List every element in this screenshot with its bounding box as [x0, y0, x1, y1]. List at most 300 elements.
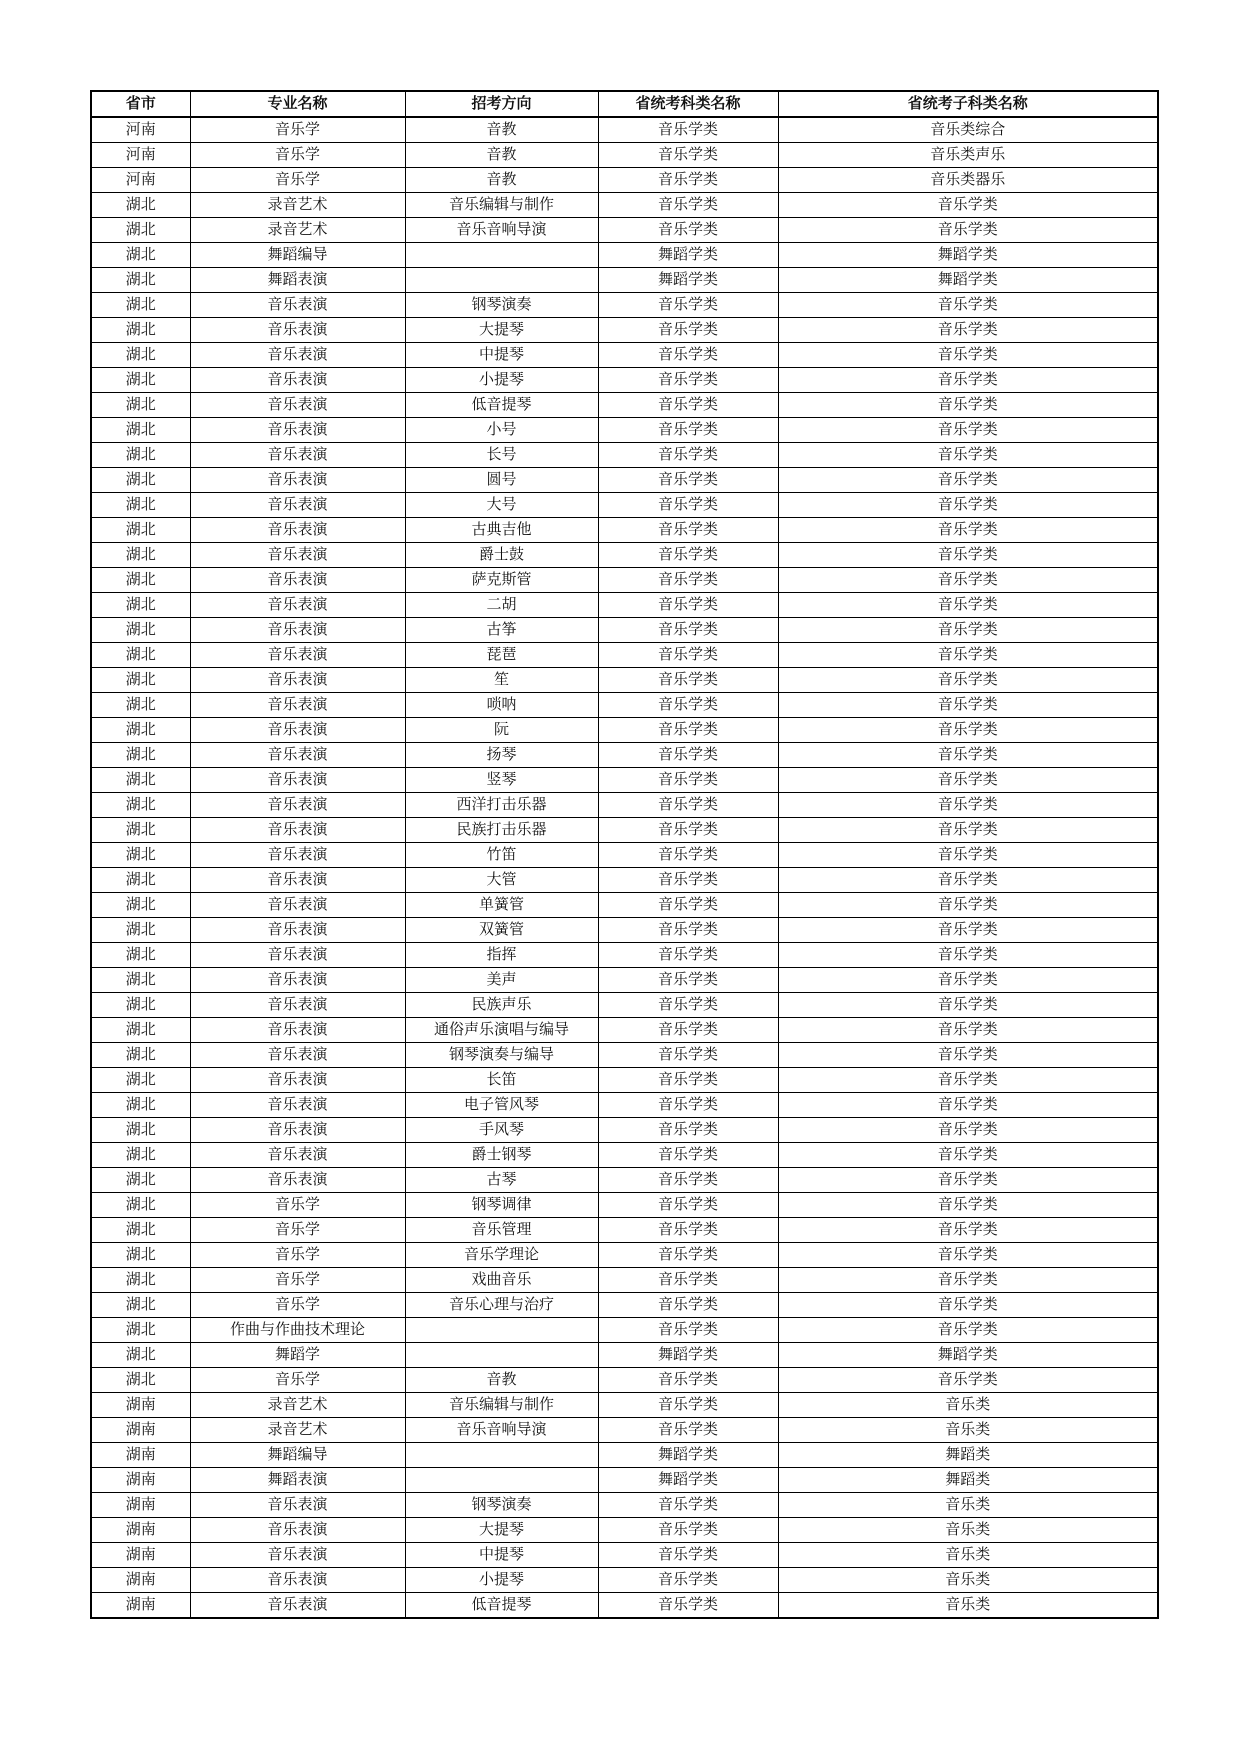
- exam-category-cell: 音乐学类: [598, 768, 778, 793]
- province-cell: 湖北: [91, 1218, 190, 1243]
- major-name-cell: 音乐学: [190, 1218, 405, 1243]
- major-name-cell: 音乐表演: [190, 1568, 405, 1593]
- exam-category-cell: 音乐学类: [598, 1143, 778, 1168]
- exam-subcategory-cell: 音乐学类: [778, 1093, 1158, 1118]
- major-name-cell: 录音艺术: [190, 1393, 405, 1418]
- province-cell: 湖北: [91, 718, 190, 743]
- exam-category-cell: 音乐学类: [598, 1418, 778, 1443]
- exam-subcategory-cell: 音乐学类: [778, 1243, 1158, 1268]
- table-row: [91, 1143, 1158, 1168]
- exam-category-cell: 音乐学类: [598, 543, 778, 568]
- exam-direction-cell: 大提琴: [405, 1518, 598, 1543]
- exam-category-cell: 音乐学类: [598, 1193, 778, 1218]
- exam-category-cell: 音乐学类: [598, 318, 778, 343]
- major-name-cell: 音乐表演: [190, 1143, 405, 1168]
- major-name-cell: 舞蹈编导: [190, 243, 405, 268]
- major-name-cell: 音乐表演: [190, 868, 405, 893]
- exam-subcategory-cell: 音乐类综合: [778, 117, 1158, 143]
- table-row: [91, 993, 1158, 1018]
- province-cell: 湖北: [91, 1243, 190, 1268]
- exam-category-cell: 音乐学类: [598, 468, 778, 493]
- exam-subcategory-cell: 音乐类: [778, 1543, 1158, 1568]
- exam-subcategory-cell: 音乐学类: [778, 343, 1158, 368]
- exam-category-cell: 音乐学类: [598, 1018, 778, 1043]
- table-row: [91, 493, 1158, 518]
- exam-subcategory-cell: 音乐学类: [778, 643, 1158, 668]
- exam-direction-cell: 音乐音响导演: [405, 1418, 598, 1443]
- exam-subcategory-cell: 音乐学类: [778, 1068, 1158, 1093]
- exam-direction-cell: 音教: [405, 117, 598, 143]
- exam-direction-cell: 爵士钢琴: [405, 1143, 598, 1168]
- major-name-cell: 音乐学: [190, 117, 405, 143]
- exam-category-cell: 音乐学类: [598, 168, 778, 193]
- exam-subcategory-cell: 音乐学类: [778, 918, 1158, 943]
- exam-direction-cell: 音乐音响导演: [405, 218, 598, 243]
- major-name-cell: 音乐表演: [190, 918, 405, 943]
- major-name-cell: 音乐学: [190, 1293, 405, 1318]
- exam-category-cell: 音乐学类: [598, 643, 778, 668]
- exam-direction-cell: 圆号: [405, 468, 598, 493]
- table-row: [91, 343, 1158, 368]
- major-name-cell: 音乐表演: [190, 1018, 405, 1043]
- exam-subcategory-cell: 音乐类声乐: [778, 143, 1158, 168]
- table-row: [91, 1393, 1158, 1418]
- exam-subcategory-cell: 音乐学类: [778, 518, 1158, 543]
- province-cell: 湖北: [91, 1343, 190, 1368]
- exam-category-cell: 音乐学类: [598, 493, 778, 518]
- province-cell: 湖南: [91, 1418, 190, 1443]
- exam-direction-cell: 西洋打击乐器: [405, 793, 598, 818]
- table-row: [91, 643, 1158, 668]
- exam-subcategory-cell: 音乐学类: [778, 468, 1158, 493]
- exam-direction-cell: 长号: [405, 443, 598, 468]
- table-row: [91, 1318, 1158, 1343]
- province-cell: 湖北: [91, 268, 190, 293]
- exam-direction-cell: 大提琴: [405, 318, 598, 343]
- province-cell: 湖北: [91, 418, 190, 443]
- province-cell: 湖北: [91, 293, 190, 318]
- exam-subcategory-cell: 音乐学类: [778, 418, 1158, 443]
- exam-subcategory-cell: 音乐学类: [778, 718, 1158, 743]
- exam-direction-cell: 音乐管理: [405, 1218, 598, 1243]
- exam-subcategory-cell: 舞蹈学类: [778, 268, 1158, 293]
- exam-category-cell: 音乐学类: [598, 143, 778, 168]
- exam-direction-cell: 笙: [405, 668, 598, 693]
- exam-direction-cell: [405, 1443, 598, 1468]
- exam-category-cell: 音乐学类: [598, 843, 778, 868]
- major-name-cell: 音乐表演: [190, 1493, 405, 1518]
- province-cell: 湖北: [91, 1268, 190, 1293]
- table-row: [91, 143, 1158, 168]
- major-name-cell: 音乐学: [190, 143, 405, 168]
- exam-category-cell: 音乐学类: [598, 1068, 778, 1093]
- table-row: [91, 1418, 1158, 1443]
- exam-subcategory-cell: 舞蹈类: [778, 1443, 1158, 1468]
- exam-direction-cell: 竖琴: [405, 768, 598, 793]
- province-cell: 湖北: [91, 968, 190, 993]
- major-name-cell: 作曲与作曲技术理论: [190, 1318, 405, 1343]
- exam-category-cell: 音乐学类: [598, 1568, 778, 1593]
- exam-subcategory-cell: 音乐学类: [778, 368, 1158, 393]
- exam-category-cell: 舞蹈学类: [598, 1343, 778, 1368]
- exam-subcategory-cell: 音乐学类: [778, 568, 1158, 593]
- exam-category-cell: 音乐学类: [598, 418, 778, 443]
- exam-direction-cell: 琵琶: [405, 643, 598, 668]
- exam-category-cell: 音乐学类: [598, 918, 778, 943]
- table-row: [91, 593, 1158, 618]
- major-name-cell: 舞蹈编导: [190, 1443, 405, 1468]
- major-name-cell: 音乐表演: [190, 1118, 405, 1143]
- exam-category-cell: 音乐学类: [598, 1293, 778, 1318]
- exam-subcategory-cell: 音乐学类: [778, 443, 1158, 468]
- exam-category-cell: 音乐学类: [598, 1543, 778, 1568]
- major-name-cell: 音乐学: [190, 1268, 405, 1293]
- table-row: [91, 268, 1158, 293]
- province-cell: 湖南: [91, 1443, 190, 1468]
- major-name-cell: 音乐学: [190, 1368, 405, 1393]
- table-row: [91, 1018, 1158, 1043]
- exam-direction-cell: 竹笛: [405, 843, 598, 868]
- exam-subcategory-cell: 音乐学类: [778, 843, 1158, 868]
- exam-subcategory-cell: 音乐学类: [778, 1293, 1158, 1318]
- exam-direction-cell: 爵士鼓: [405, 543, 598, 568]
- province-cell: 湖北: [91, 643, 190, 668]
- province-cell: 湖北: [91, 593, 190, 618]
- exam-category-cell: 音乐学类: [598, 1218, 778, 1243]
- exam-direction-cell: 单簧管: [405, 893, 598, 918]
- table-row: [91, 1343, 1158, 1368]
- exam-category-cell: 音乐学类: [598, 993, 778, 1018]
- major-name-cell: 音乐表演: [190, 468, 405, 493]
- exam-direction-cell: 民族打击乐器: [405, 818, 598, 843]
- exam-category-cell: 音乐学类: [598, 1368, 778, 1393]
- major-name-cell: 音乐学: [190, 168, 405, 193]
- major-name-cell: 音乐表演: [190, 618, 405, 643]
- admissions-category-table: [90, 90, 1159, 1619]
- exam-category-cell: 音乐学类: [598, 117, 778, 143]
- table-row: [91, 1243, 1158, 1268]
- exam-subcategory-cell: 音乐学类: [778, 1118, 1158, 1143]
- province-cell: 湖北: [91, 1368, 190, 1393]
- major-name-cell: 音乐学: [190, 1243, 405, 1268]
- exam-subcategory-cell: 音乐学类: [778, 393, 1158, 418]
- province-cell: 湖北: [91, 1043, 190, 1068]
- exam-direction-cell: 小提琴: [405, 368, 598, 393]
- province-cell: 湖北: [91, 368, 190, 393]
- province-cell: 湖北: [91, 993, 190, 1018]
- province-cell: 湖北: [91, 1118, 190, 1143]
- exam-subcategory-cell: 音乐学类: [778, 1193, 1158, 1218]
- province-cell: 湖南: [91, 1393, 190, 1418]
- province-cell: 湖北: [91, 693, 190, 718]
- exam-category-cell: 音乐学类: [598, 1593, 778, 1619]
- exam-direction-cell: 手风琴: [405, 1118, 598, 1143]
- major-name-cell: 音乐表演: [190, 568, 405, 593]
- major-name-cell: 音乐学: [190, 1193, 405, 1218]
- major-name-cell: 音乐表演: [190, 993, 405, 1018]
- table-row: [91, 968, 1158, 993]
- province-cell: 湖北: [91, 1293, 190, 1318]
- major-name-cell: 音乐表演: [190, 368, 405, 393]
- exam-direction-cell: 中提琴: [405, 343, 598, 368]
- exam-subcategory-cell: 音乐学类: [778, 1168, 1158, 1193]
- exam-direction-cell: [405, 1318, 598, 1343]
- exam-category-cell: 音乐学类: [598, 968, 778, 993]
- major-name-cell: 音乐表演: [190, 518, 405, 543]
- major-name-cell: 音乐表演: [190, 493, 405, 518]
- exam-category-cell: 音乐学类: [598, 593, 778, 618]
- exam-category-cell: 音乐学类: [598, 893, 778, 918]
- exam-subcategory-cell: 音乐学类: [778, 693, 1158, 718]
- province-cell: 湖北: [91, 768, 190, 793]
- exam-direction-cell: 古筝: [405, 618, 598, 643]
- exam-category-cell: 音乐学类: [598, 568, 778, 593]
- exam-subcategory-cell: 音乐学类: [778, 993, 1158, 1018]
- exam-subcategory-cell: 音乐学类: [778, 818, 1158, 843]
- table-row: [91, 193, 1158, 218]
- exam-direction-cell: 音乐编辑与制作: [405, 193, 598, 218]
- province-cell: 湖北: [91, 1093, 190, 1118]
- table-row: [91, 1268, 1158, 1293]
- exam-subcategory-cell: 音乐类器乐: [778, 168, 1158, 193]
- exam-direction-cell: 音乐学理论: [405, 1243, 598, 1268]
- province-cell: 湖北: [91, 468, 190, 493]
- exam-direction-cell: [405, 1343, 598, 1368]
- exam-direction-cell: 大号: [405, 493, 598, 518]
- table-row: [91, 893, 1158, 918]
- exam-subcategory-cell: 音乐类: [778, 1418, 1158, 1443]
- exam-subcategory-cell: 音乐学类: [778, 618, 1158, 643]
- province-cell: 湖北: [91, 743, 190, 768]
- table-row: [91, 1193, 1158, 1218]
- province-cell: 湖南: [91, 1543, 190, 1568]
- exam-category-cell: 音乐学类: [598, 1493, 778, 1518]
- exam-category-cell: 音乐学类: [598, 793, 778, 818]
- province-cell: 湖北: [91, 818, 190, 843]
- table-row: [91, 1218, 1158, 1243]
- exam-direction-cell: 大管: [405, 868, 598, 893]
- table-row: [91, 1368, 1158, 1393]
- table-row: [91, 818, 1158, 843]
- exam-subcategory-cell: 音乐学类: [778, 1268, 1158, 1293]
- province-cell: 湖北: [91, 443, 190, 468]
- province-cell: 湖北: [91, 193, 190, 218]
- exam-direction-cell: [405, 243, 598, 268]
- major-name-cell: 音乐表演: [190, 643, 405, 668]
- major-name-cell: 录音艺术: [190, 193, 405, 218]
- exam-subcategory-cell: 音乐学类: [778, 793, 1158, 818]
- exam-subcategory-cell: 音乐类: [778, 1593, 1158, 1619]
- column-header: 省市: [91, 91, 190, 117]
- exam-category-cell: 音乐学类: [598, 1518, 778, 1543]
- major-name-cell: 音乐表演: [190, 793, 405, 818]
- table-row: [91, 368, 1158, 393]
- exam-category-cell: 音乐学类: [598, 393, 778, 418]
- exam-category-cell: 音乐学类: [598, 868, 778, 893]
- exam-category-cell: 音乐学类: [598, 1093, 778, 1118]
- province-cell: 湖北: [91, 893, 190, 918]
- table-row: [91, 1043, 1158, 1068]
- exam-direction-cell: [405, 268, 598, 293]
- table-header: [91, 91, 1158, 117]
- table-row: [91, 1568, 1158, 1593]
- exam-direction-cell: 戏曲音乐: [405, 1268, 598, 1293]
- major-name-cell: 音乐表演: [190, 1068, 405, 1093]
- major-name-cell: 音乐表演: [190, 318, 405, 343]
- exam-direction-cell: 低音提琴: [405, 1593, 598, 1619]
- exam-category-cell: 音乐学类: [598, 1268, 778, 1293]
- major-name-cell: 音乐表演: [190, 768, 405, 793]
- major-name-cell: 音乐表演: [190, 443, 405, 468]
- exam-direction-cell: 二胡: [405, 593, 598, 618]
- major-name-cell: 音乐表演: [190, 1093, 405, 1118]
- exam-subcategory-cell: 音乐学类: [778, 1143, 1158, 1168]
- exam-category-cell: 音乐学类: [598, 668, 778, 693]
- table-row: [91, 518, 1158, 543]
- major-name-cell: 音乐表演: [190, 343, 405, 368]
- column-header: 省统考科类名称: [598, 91, 778, 117]
- table-row: [91, 443, 1158, 468]
- major-name-cell: 音乐表演: [190, 693, 405, 718]
- table-row: [91, 768, 1158, 793]
- province-cell: 湖北: [91, 1168, 190, 1193]
- exam-subcategory-cell: 舞蹈学类: [778, 1343, 1158, 1368]
- major-name-cell: 舞蹈表演: [190, 268, 405, 293]
- table-row: [91, 418, 1158, 443]
- province-cell: 湖北: [91, 1068, 190, 1093]
- exam-direction-cell: 音教: [405, 143, 598, 168]
- exam-subcategory-cell: 音乐学类: [778, 218, 1158, 243]
- exam-direction-cell: [405, 1468, 598, 1493]
- province-cell: 河南: [91, 143, 190, 168]
- exam-direction-cell: 美声: [405, 968, 598, 993]
- major-name-cell: 音乐表演: [190, 893, 405, 918]
- table-row: [91, 1493, 1158, 1518]
- major-name-cell: 舞蹈表演: [190, 1468, 405, 1493]
- province-cell: 湖北: [91, 843, 190, 868]
- province-cell: 湖南: [91, 1568, 190, 1593]
- exam-category-cell: 舞蹈学类: [598, 243, 778, 268]
- major-name-cell: 录音艺术: [190, 218, 405, 243]
- table-row: [91, 293, 1158, 318]
- table-row: [91, 117, 1158, 143]
- major-name-cell: 音乐表演: [190, 743, 405, 768]
- exam-category-cell: 音乐学类: [598, 718, 778, 743]
- table-row: [91, 1518, 1158, 1543]
- exam-subcategory-cell: 音乐学类: [778, 543, 1158, 568]
- province-cell: 湖北: [91, 918, 190, 943]
- province-cell: 湖北: [91, 1018, 190, 1043]
- exam-subcategory-cell: 音乐类: [778, 1493, 1158, 1518]
- exam-direction-cell: 中提琴: [405, 1543, 598, 1568]
- table-row: [91, 168, 1158, 193]
- exam-category-cell: 音乐学类: [598, 1043, 778, 1068]
- exam-direction-cell: 音教: [405, 1368, 598, 1393]
- major-name-cell: 音乐表演: [190, 393, 405, 418]
- exam-category-cell: 音乐学类: [598, 293, 778, 318]
- exam-subcategory-cell: 音乐类: [778, 1518, 1158, 1543]
- table-row: [91, 243, 1158, 268]
- table-row: [91, 468, 1158, 493]
- column-header: 招考方向: [405, 91, 598, 117]
- exam-direction-cell: 通俗声乐演唱与编导: [405, 1018, 598, 1043]
- exam-category-cell: 音乐学类: [598, 343, 778, 368]
- exam-subcategory-cell: 音乐学类: [778, 293, 1158, 318]
- exam-subcategory-cell: 音乐学类: [778, 493, 1158, 518]
- major-name-cell: 音乐表演: [190, 293, 405, 318]
- province-cell: 湖北: [91, 343, 190, 368]
- exam-direction-cell: 音乐编辑与制作: [405, 1393, 598, 1418]
- exam-category-cell: 音乐学类: [598, 618, 778, 643]
- major-name-cell: 音乐表演: [190, 1043, 405, 1068]
- exam-category-cell: 音乐学类: [598, 1393, 778, 1418]
- exam-direction-cell: 长笛: [405, 1068, 598, 1093]
- exam-direction-cell: 钢琴演奏与编导: [405, 1043, 598, 1068]
- exam-subcategory-cell: 音乐学类: [778, 1043, 1158, 1068]
- exam-direction-cell: 钢琴调律: [405, 1193, 598, 1218]
- exam-direction-cell: 小号: [405, 418, 598, 443]
- province-cell: 河南: [91, 117, 190, 143]
- province-cell: 湖北: [91, 243, 190, 268]
- exam-subcategory-cell: 音乐学类: [778, 943, 1158, 968]
- major-name-cell: 录音艺术: [190, 1418, 405, 1443]
- exam-category-cell: 音乐学类: [598, 218, 778, 243]
- exam-direction-cell: 电子管风琴: [405, 1093, 598, 1118]
- table-row: [91, 1168, 1158, 1193]
- exam-direction-cell: 古琴: [405, 1168, 598, 1193]
- table-row: [91, 793, 1158, 818]
- province-cell: 河南: [91, 168, 190, 193]
- exam-subcategory-cell: 音乐学类: [778, 318, 1158, 343]
- major-name-cell: 音乐表演: [190, 818, 405, 843]
- table-row: [91, 1068, 1158, 1093]
- province-cell: 湖北: [91, 543, 190, 568]
- table-body: [91, 117, 1158, 1618]
- table-row: [91, 843, 1158, 868]
- table-row: [91, 218, 1158, 243]
- province-cell: 湖北: [91, 218, 190, 243]
- exam-category-cell: 音乐学类: [598, 443, 778, 468]
- exam-category-cell: 音乐学类: [598, 1243, 778, 1268]
- table-row: [91, 668, 1158, 693]
- exam-category-cell: 音乐学类: [598, 693, 778, 718]
- exam-direction-cell: 双簧管: [405, 918, 598, 943]
- exam-subcategory-cell: 音乐学类: [778, 768, 1158, 793]
- exam-subcategory-cell: 音乐学类: [778, 593, 1158, 618]
- major-name-cell: 舞蹈学: [190, 1343, 405, 1368]
- exam-subcategory-cell: 音乐学类: [778, 1318, 1158, 1343]
- exam-direction-cell: 音乐心理与治疗: [405, 1293, 598, 1318]
- exam-subcategory-cell: 音乐学类: [778, 1018, 1158, 1043]
- exam-subcategory-cell: 音乐类: [778, 1568, 1158, 1593]
- exam-direction-cell: 钢琴演奏: [405, 1493, 598, 1518]
- table-row: [91, 568, 1158, 593]
- exam-category-cell: 音乐学类: [598, 943, 778, 968]
- major-name-cell: 音乐表演: [190, 718, 405, 743]
- table-row: [91, 743, 1158, 768]
- province-cell: 湖南: [91, 1468, 190, 1493]
- exam-direction-cell: 钢琴演奏: [405, 293, 598, 318]
- exam-direction-cell: 扬琴: [405, 743, 598, 768]
- table-row: [91, 868, 1158, 893]
- province-cell: 湖北: [91, 1318, 190, 1343]
- exam-category-cell: 音乐学类: [598, 743, 778, 768]
- table-row: [91, 1293, 1158, 1318]
- table-row: [91, 318, 1158, 343]
- province-cell: 湖北: [91, 518, 190, 543]
- exam-direction-cell: 古典吉他: [405, 518, 598, 543]
- exam-category-cell: 音乐学类: [598, 193, 778, 218]
